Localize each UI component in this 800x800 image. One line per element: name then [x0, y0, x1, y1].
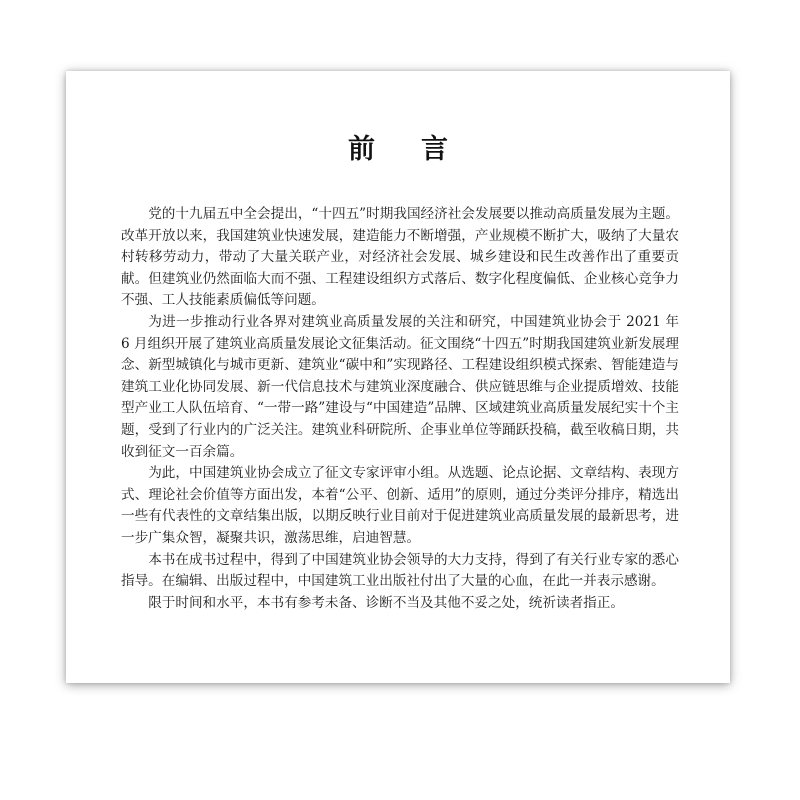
title-char-1: 前 — [348, 134, 375, 165]
paragraph-2: 为进一步推动行业各界对建筑业高质量发展的关注和研究，中国建筑业协会于 2021 年 6 月组织开展了建筑业高质量发展论文征集活动。征文围绕“十四五”时期我国建筑业新发展理念、新型城镇化与城市更新、建筑业“碳中和”实现路径、工程建设组织模式探索、智能建造与建筑工业化协同发展、新一代信息技术与建筑业深度融合、供应链思维与企业提质增效、技能型产业工人队伍培育、“一带一路”建设与“中国建造”品牌、区域建筑业高质量发展纪实十个主题，受到了行业内的广泛关注。建筑业科研院所、企事业单位等踊跃投稿，截至收稿日期，共收到征文一百余篇。 — [121, 313, 679, 460]
paragraph-4: 本书在成书过程中，得到了中国建筑业协会领导的大力支持，得到了有关行业专家的悉心指导。在编辑、出版过程中，中国建筑工业出版社付出了大量的心血，在此一并表示感谢。 — [121, 551, 679, 590]
paragraph-1: 党的十九届五中全会提出，“十四五”时期我国经济社会发展要以推动高质量发展为主题。改革开放以来，我国建筑业快速发展，建造能力不断增强，产业规模不断扩大，吸纳了大量农村转移劳动力，带动了大量关联产业，对经济社会发展、城乡建设和民生改善作出了重要贡献。但建筑业仍然面临大而不强、工程建设组织方式落后、数字化程度偏低、企业核心竞争力不强、工人技能素质偏低等问题。 — [121, 206, 679, 309]
preface-body — [121, 204, 679, 614]
document-page — [66, 71, 730, 683]
page-title — [66, 127, 730, 166]
paragraph-3: 为此，中国建筑业协会成立了征文专家评审小组。从选题、论点论据、文章结构、表现方式、理论社会价值等方面出发，本着“公平、创新、适用”的原则，通过分类评分排序，精选出一些有代表性的文章结集出版，以期反映行业目前对于促进建筑业高质量发展的最新思考，进一步广集众智，凝聚共识，激荡思维，启迪智慧。 — [121, 465, 679, 546]
title-char-2: 言 — [421, 134, 448, 165]
paragraph-5: 限于时间和水平，本书有参考未备、诊断不当及其他不妥之处，统祈读者指正。 — [148, 594, 624, 611]
